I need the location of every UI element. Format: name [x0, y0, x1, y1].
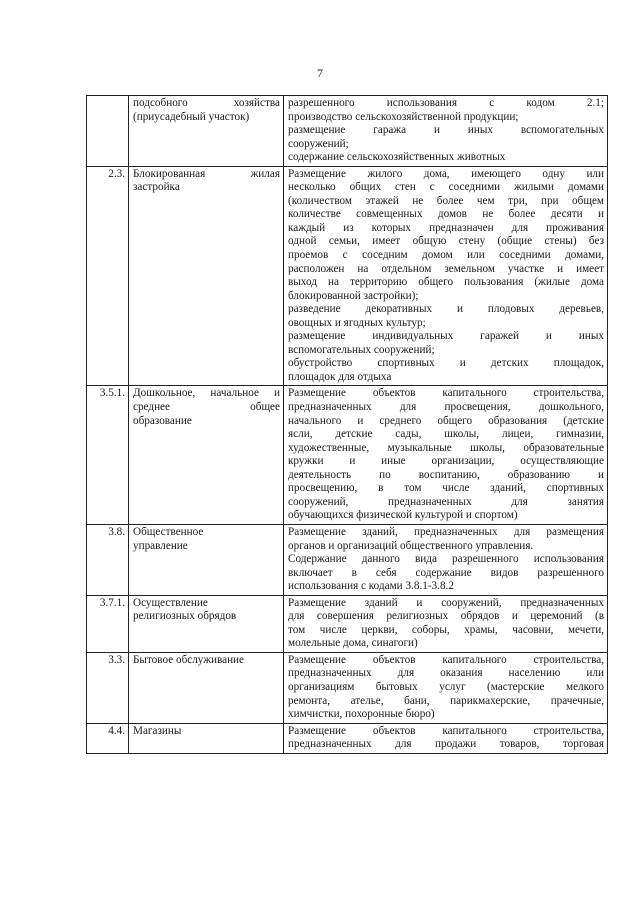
description-line: Размещение зданий и сооружений, предназначенных — [288, 596, 604, 609]
description-line: количестве совмещенных домов не более десяти и — [288, 208, 604, 221]
description-line: Размещение объектов капитального строительства, — [288, 724, 604, 737]
description-line: сооружений; — [288, 137, 349, 150]
description-line: Размещение жилого дома, имеющего одну или — [288, 167, 604, 180]
name-line: Магазины — [133, 724, 182, 737]
description-line: расположен на отдельном земельном участке и имеет — [288, 262, 604, 275]
table-row — [87, 386, 608, 524]
description-line: размещение гаража и иных вспомогательных — [288, 124, 604, 137]
description-line: Размещение зданий, предназначенных для размещения — [288, 525, 604, 538]
description-line: кружки и иные организации, осуществляющие — [288, 455, 604, 468]
land-use-table — [86, 95, 608, 754]
page-number: 7 — [317, 66, 323, 80]
name-line: Общественное — [133, 525, 204, 538]
row-code — [87, 96, 129, 167]
description-line: одной семьи, имеет общую стену (общие стены) без — [288, 235, 604, 248]
description-line: включает в себя содержание видов разрешенного — [288, 566, 604, 579]
description-line: начального и среднего общего образования (детские — [288, 414, 604, 427]
row-name — [129, 723, 284, 753]
description-line: разведение декоративных и плодовых деревьев, — [288, 303, 604, 316]
row-name — [129, 652, 284, 723]
description-line: обустройство спортивных и детских площадок, — [288, 357, 604, 370]
table-body — [87, 96, 608, 754]
name-line: среднее общее — [133, 401, 280, 414]
table-row — [87, 652, 608, 723]
row-description — [284, 652, 608, 723]
description-line: содержание сельскохозяйственных животных — [288, 151, 506, 164]
row-name — [129, 595, 284, 652]
row-code: 3.3. — [87, 652, 129, 723]
description-line: вспомогательных сооружений; — [288, 343, 435, 356]
row-name — [129, 166, 284, 386]
table-row — [87, 96, 608, 167]
description-line: предназначенных для оказания населению или — [288, 667, 604, 680]
description-line: (количеством этажей не более чем три, при общем — [288, 194, 604, 207]
name-line: образование — [133, 414, 192, 427]
description-line: размещение индивидуальных гаражей и иных — [288, 330, 604, 343]
name-line: религиозных обрядов — [133, 610, 237, 623]
description-line: обучающихся физической культурой и спортом) — [288, 509, 518, 522]
name-line: Дошкольное, начальное и — [133, 387, 280, 400]
row-name — [129, 524, 284, 595]
description-line: художественные, музыкальные школы, образовательные — [288, 441, 604, 454]
name-line: (приусадебный участок) — [133, 110, 250, 123]
description-line: для совершения религиозных обрядов и церемоний (в — [288, 610, 604, 623]
name-line: управление — [133, 539, 188, 552]
table-row — [87, 723, 608, 753]
name-line: Осуществление — [133, 596, 208, 609]
description-line: разрешенного использования с кодом 2.1; — [288, 97, 604, 109]
row-code: 2.3. — [87, 166, 129, 386]
row-description — [284, 386, 608, 524]
description-line: выход на территорию общего пользования (жилые дома — [288, 276, 604, 289]
description-line: деятельность по воспитанию, образованию и — [288, 468, 604, 481]
description-line: использования с кодами 3.8.1-3.8.2 — [288, 580, 454, 593]
description-line: Содержание данного вида разрешенного использования — [288, 553, 604, 566]
row-description — [284, 524, 608, 595]
description-line: несколько общих стен с соседними жилыми домами — [288, 181, 604, 194]
row-name — [129, 386, 284, 524]
description-line: предназначенных для просвещения, дошкольного, — [288, 401, 604, 414]
name-line: застройка — [133, 181, 180, 194]
row-description — [284, 723, 608, 753]
name-line: Блокированная жилая — [133, 167, 280, 180]
description-line: сооружений, предназначенных для занятия — [288, 495, 604, 508]
name-line: подсобного хозяйства — [133, 97, 280, 109]
description-line: овощных и ягодных культур; — [288, 316, 426, 329]
description-line: ясли, детские сады, школы, лицеи, гимназии, — [288, 428, 604, 441]
table-row — [87, 166, 608, 386]
row-description — [284, 96, 608, 167]
description-line: каждый из которых предназначен для проживания — [288, 221, 604, 234]
description-line: органов и организаций общественного управления. — [288, 539, 534, 552]
description-line: производство сельскохозяйственной продукции; — [288, 110, 519, 123]
description-line: организациям бытовых услуг (мастерские мелкого — [288, 680, 604, 693]
description-line: площадок для отдыха — [288, 370, 392, 383]
description-line: просвещению, в том числе зданий, спортивных — [288, 482, 604, 495]
table-row — [87, 595, 608, 652]
description-line: молельные дома, синагоги) — [288, 637, 418, 650]
row-description — [284, 595, 608, 652]
row-name — [129, 96, 284, 167]
description-line: химчистки, похоронные бюро) — [288, 708, 435, 721]
row-description — [284, 166, 608, 386]
description-line: блокированной застройки); — [288, 289, 419, 302]
row-code: 3.7.1. — [87, 595, 129, 652]
description-line: том числе церкви, соборы, храмы, часовни, мечети, — [288, 623, 604, 636]
table-row — [87, 524, 608, 595]
description-line: Размещение объектов капитального строительства, — [288, 387, 604, 400]
description-line: проемов с соседним домом или соседними домами, — [288, 249, 604, 262]
row-code: 3.5.1. — [87, 386, 129, 524]
description-line: предназначенных для продажи товаров, торговая — [288, 738, 604, 751]
description-line: Размещение объектов капитального строительства, — [288, 653, 604, 666]
row-code: 4.4. — [87, 723, 129, 753]
description-line: ремонта, ателье, бани, парикмахерские, прачечные, — [288, 694, 604, 707]
name-line: Бытовое обслуживание — [133, 653, 245, 666]
row-code: 3.8. — [87, 524, 129, 595]
